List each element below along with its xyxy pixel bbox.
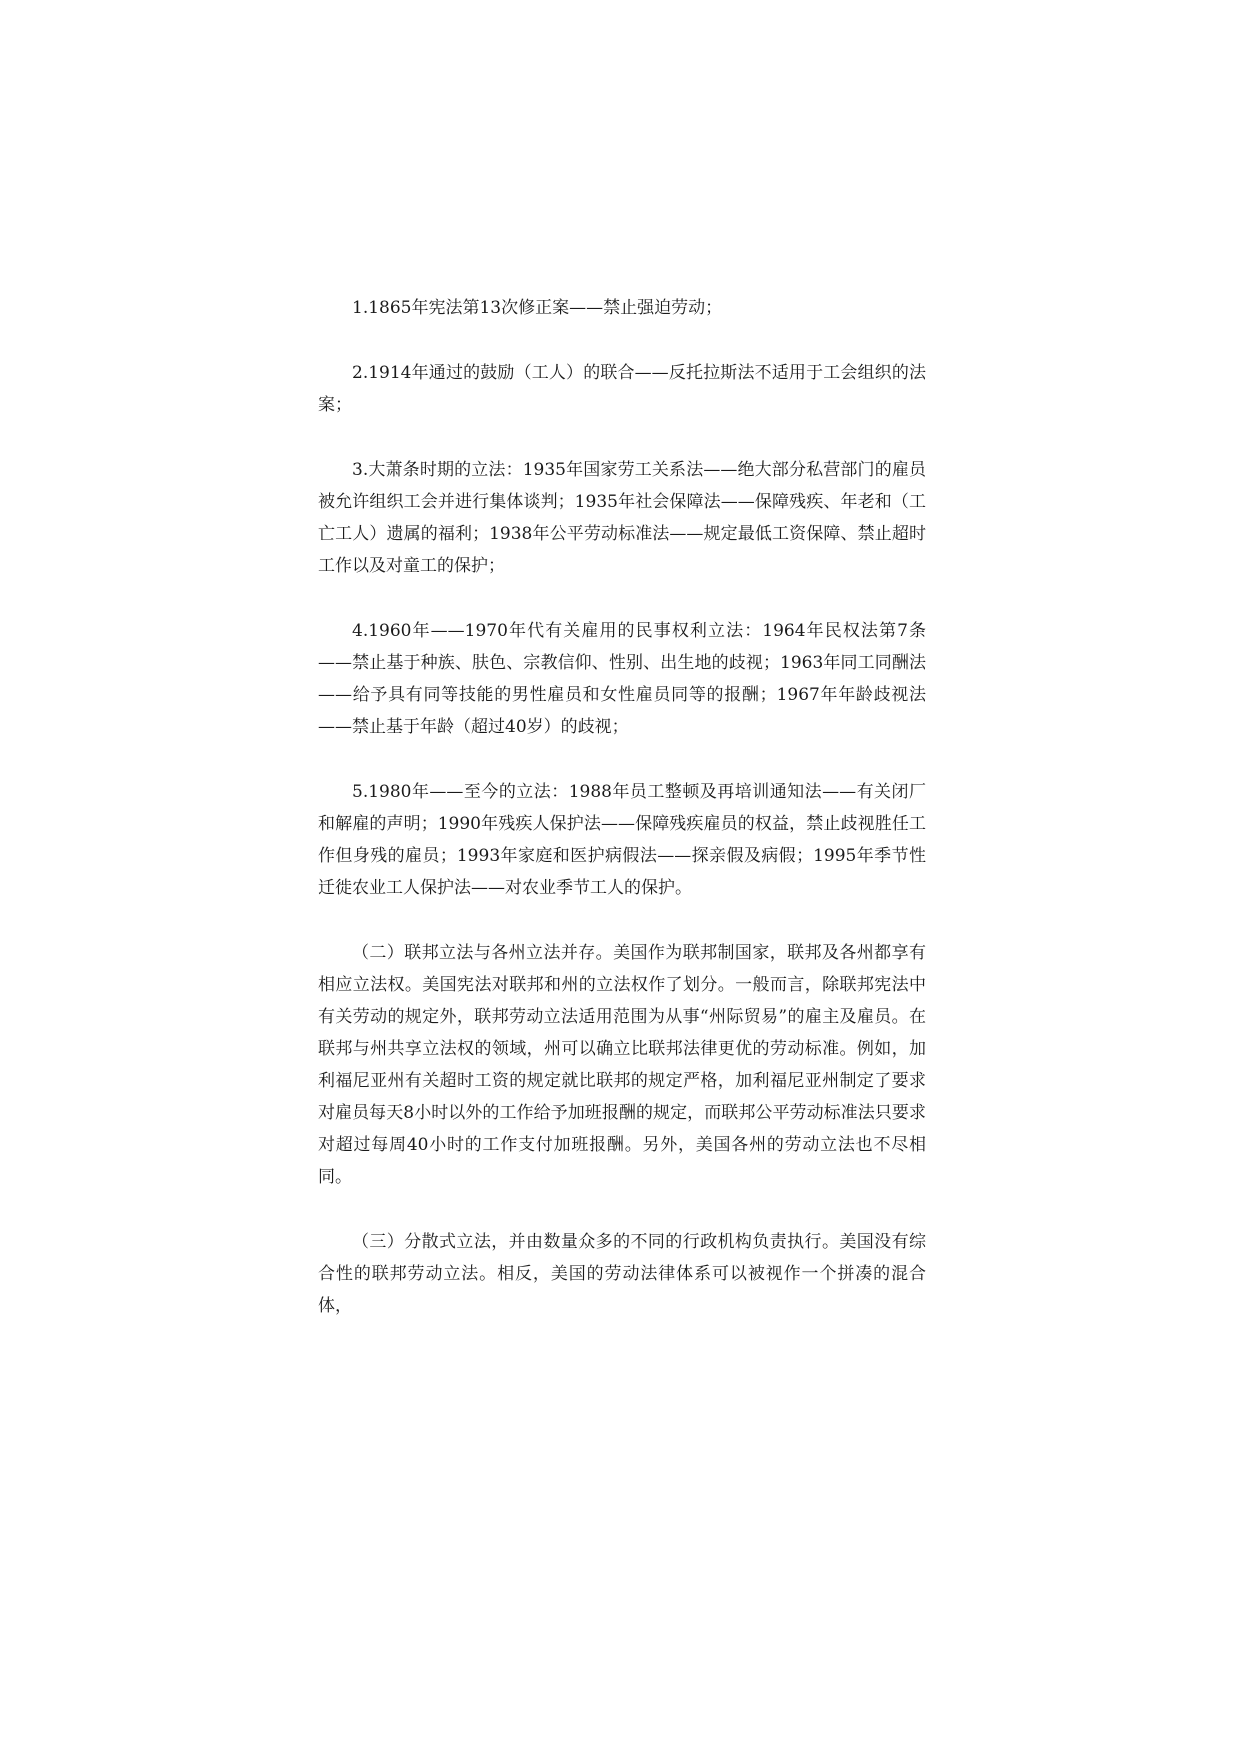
paragraph-3: 3.大萧条时期的立法：1935年国家劳工关系法——绝大部分私营部门的雇员被允许组织工会并进行集体谈判；1935年社会保障法——保障残疾、年老和（工亡工人）遗属的福利；1938年公平劳动标准法——规定最低工资保障、禁止超时工作以及对童工的保护；	[318, 460, 926, 576]
paragraph-2: 2.1914年通过的鼓励（工人）的联合——反托拉斯法不适用于工会组织的法案；	[318, 363, 926, 415]
paragraph-1: 1.1865年宪法第13次修正案——禁止强迫劳动；	[352, 298, 723, 318]
paragraph-6: （二）联邦立法与各州立法并存。美国作为联邦制国家，联邦及各州都享有相应立法权。美国宪法对联邦和州的立法权作了划分。一般而言，除联邦宪法中有关劳动的规定外，联邦劳动立法适用范围为从事“州际贸易”的雇主及雇员。在联邦与州共享立法权的领域，州可以确立比联邦法律更优的劳动标准。例如，加利福尼亚州有关超时工资的规定就比联邦的规定严格，加利福尼亚州制定了要求对雇员每天8小时以外的工作给予加班报酬的规定，而联邦公平劳动标准法只要求对超过每周40小时的工作支付加班报酬。另外，美国各州的劳动立法也不尽相同。	[318, 943, 926, 1187]
paragraph-5: 5.1980年——至今的立法：1988年员工整顿及再培训通知法——有关闭厂和解雇的声明；1990年残疾人保护法——保障残疾雇员的权益，禁止歧视胜任工作但身残的雇员；1993年家庭和医护病假法——探亲假及病假；1995年季节性迁徙农业工人保护法——对农业季节工人的保护。	[318, 782, 926, 898]
body-text	[318, 292, 926, 1355]
paragraph-7: （三）分散式立法，并由数量众多的不同的行政机构负责执行。美国没有综合性的联邦劳动立法。相反，美国的劳动法律体系可以被视作一个拼凑的混合体，	[318, 1232, 926, 1316]
paragraph-4: 4.1960年——1970年代有关雇用的民事权利立法：1964年民权法第7条——禁止基于种族、肤色、宗教信仰、性别、出生地的歧视；1963年同工同酬法——给予具有同等技能的男性雇员和女性雇员同等的报酬；1967年年龄歧视法——禁止基于年龄（超过40岁）的歧视；	[318, 621, 926, 737]
